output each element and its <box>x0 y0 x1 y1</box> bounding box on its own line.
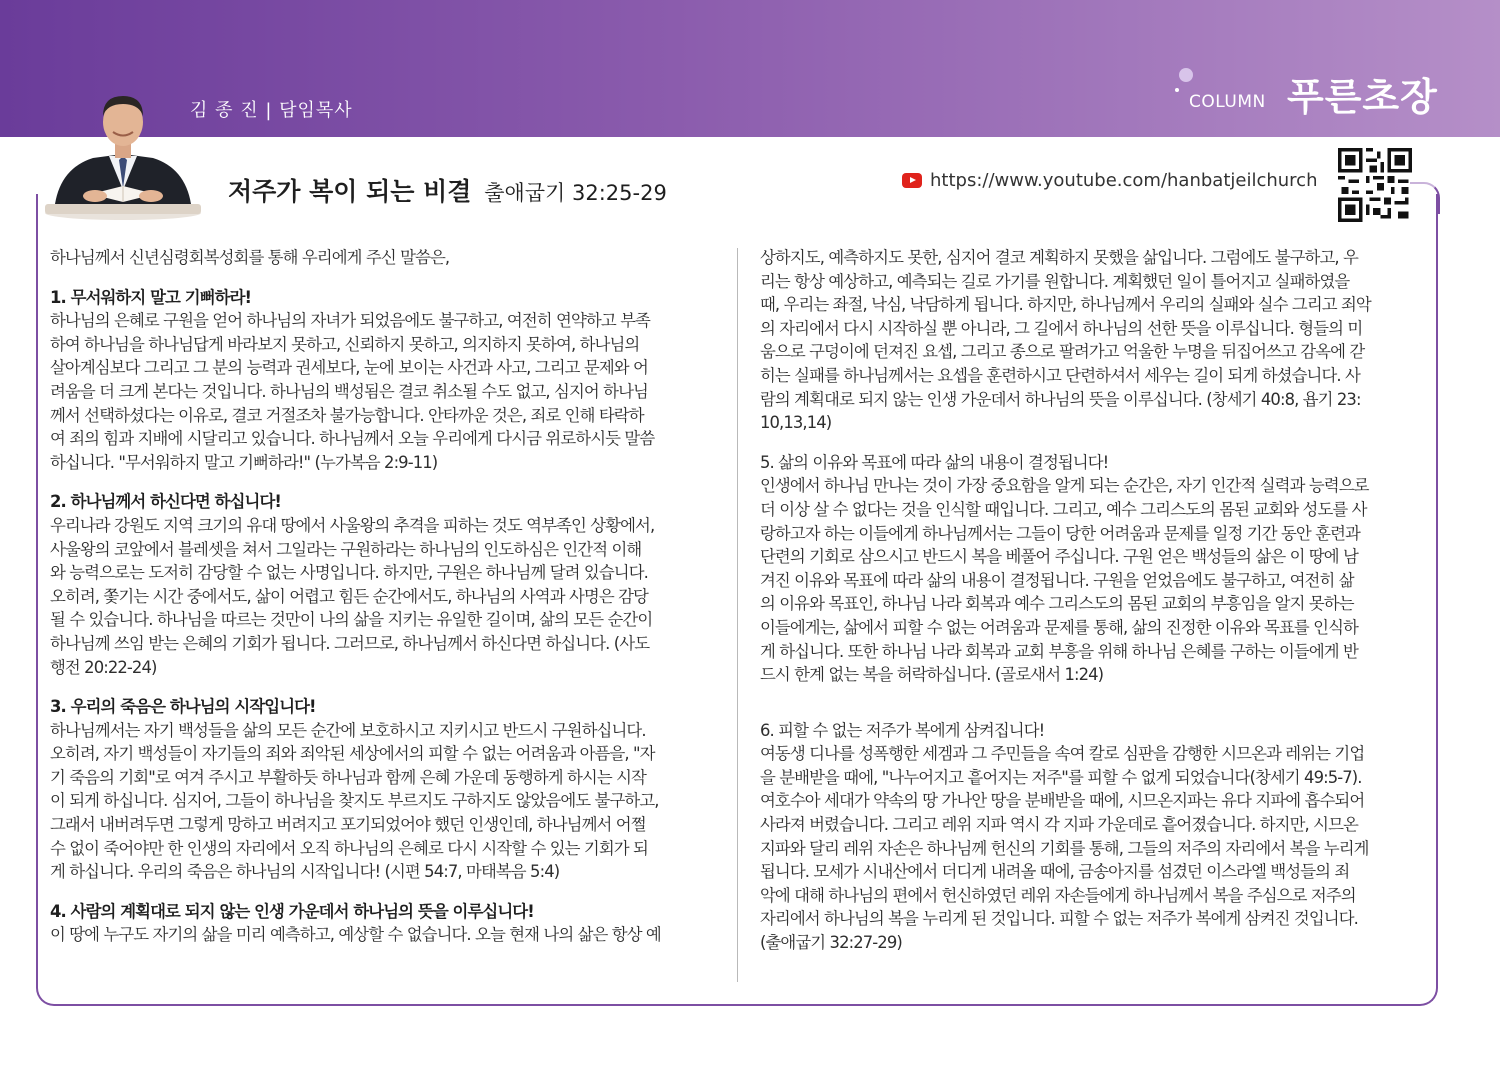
body-text: 의 자리에서 다시 시작하실 뿐 아니라, 그 길에서 하나님의 선한 뜻을 이루십니다. 형들의 미 <box>760 318 1363 338</box>
section-heading: 4. 사람의 계획대로 되지 않는 인생 가운데서 하나님의 뜻을 이루십니다! <box>50 901 534 921</box>
body-text: 오히려, 자기 백성들이 자기들의 죄와 죄악된 세상에서의 피할 수 없는 어려움과 아픔을, "자 <box>50 744 655 764</box>
body-text: 사울왕의 코앞에서 블레셋을 쳐서 그일라는 구원하라는 하나님의 인도하심은 인간적 이해 <box>50 539 642 559</box>
body-text: 자리에서 하나님의 복을 누리게 된 것입니다. 피할 수 없는 저주가 복에게 삼켜진 것입니다. <box>760 909 1358 929</box>
body-text: 여동생 디나를 성폭행한 세겜과 그 주민들을 속여 칼로 심판을 감행한 시므온과 레위는 기업 <box>760 744 1365 764</box>
section-heading: 3. 우리의 죽음은 하나님의 시작입니다! <box>50 697 316 717</box>
decorative-dot-icon <box>1179 68 1193 82</box>
body-text: 여호수아 세대가 약속의 땅 가나안 땅을 분배받을 때에, 시므온지파는 유다 지파에 흡수되어 <box>760 791 1365 811</box>
body-text: 상하지도, 예측하지도 못한, 심지어 결코 계획하지 못했을 삶입니다. 그럼에도 불구하고, 우 <box>760 248 1358 267</box>
body-text: 의 이유와 목표인, 하나님 나라 회복과 예수 그리스도의 몸된 교회의 부흥임을 알지 못하는 <box>760 594 1354 614</box>
body-text: 겨진 이유와 목표에 따라 삶의 내용이 결정됩니다. 구원을 얻었음에도 불구하고, 여전히 삶 <box>760 570 1354 590</box>
body-text: 행전 20:22-24) <box>50 657 157 677</box>
author-label: 김 종 진 | 담임목사 <box>190 100 353 121</box>
paragraph-gap <box>760 435 1424 451</box>
body-text: 드시 한계 없는 복을 허락하십니다. (골로새서 1:24) <box>760 665 1104 685</box>
body-text: 악에 대해 하나님의 편에서 헌신하였던 레위 자손들에게 하나님께서 복을 주심으로 저주의 <box>760 885 1356 905</box>
paragraph-gap <box>760 703 1424 719</box>
title-text: 저주가 복이 되는 비결 <box>228 177 472 206</box>
paragraph-gap <box>760 687 1424 703</box>
body-text: 때, 우리는 좌절, 낙심, 낙담하게 됩니다. 하지만, 하나님께서 우리의 실패와 실수 그리고 죄악 <box>760 295 1371 315</box>
body-text: 움으로 구덩이에 던져진 요셉, 그리고 종으로 팔려가고 억울한 누명을 뒤집어쓰고 감옥에 갇 <box>760 342 1365 362</box>
body-text: 될 수 있습니다. 하나님을 따르는 것만이 나의 삶을 지키는 유일한 길이며, 삶의 모든 순간이 <box>50 610 653 630</box>
body-text: 이들에게는, 삶에서 피할 수 없는 어려움과 문제를 통해, 삶의 진정한 이유와 목표를 인식하 <box>760 617 1358 637</box>
body-text: 여 죄의 힘과 지배에 시달리고 있습니다. 하나님께서 오늘 우리에게 다시금 위로하시듯 말씀 <box>50 429 655 449</box>
body-text: 게 하십니다. 또한 하나님 나라 회복과 교회 부흥을 위해 하나님 은혜를 구하는 이들에게 반 <box>760 641 1358 661</box>
column-divider <box>737 248 738 982</box>
body-text: 하여 하나님을 하나님답게 바라보지 못하고, 신뢰하지 못하고, 의지하지 못하여, 하나님의 <box>50 334 640 354</box>
column-name: 푸른초장 <box>1287 75 1438 119</box>
body-text: (출애굽기 32:27-29) <box>760 933 902 953</box>
frame-corner <box>1410 182 1440 214</box>
body-text: 더 이상 살 수 없다는 것을 인식할 때입니다. 그리고, 예수 그리스도의 몸된 교회와 성도를 사 <box>760 499 1367 519</box>
youtube-url[interactable]: https://www.youtube.com/hanbatjeilchurch <box>930 170 1318 191</box>
body-text: 랑하고자 하는 이들에게 하나님께서는 그들이 당한 어려움과 문제를 일정 기간 동안 훈련과 <box>760 523 1360 543</box>
body-text: 하나님의 은혜로 구원을 얻어 하나님의 자녀가 되었음에도 불구하고, 여전히 연약하고 부족 <box>50 311 650 331</box>
body-text: 지파와 달리 레위 자손은 하나님께 헌신의 기회를 통해, 그들의 저주의 자리에서 복을 누리게 <box>760 838 1369 858</box>
body-text: 께서 선택하셨다는 이유로, 결코 거절조차 불가능합니다. 안타까운 것은, 죄로 인해 타락하 <box>50 405 644 425</box>
body-text: 됩니다. 모세가 시내산에서 더디게 내려올 때에, 금송아지를 섬겼던 이스라엘 백성들의 죄 <box>760 862 1350 882</box>
body-text: 하나님께서는 자기 백성들을 삶의 모든 순간에 보호하시고 지키시고 반드시 구원하십니다. <box>50 720 646 740</box>
body-text: 와 능력으로는 도저히 감당할 수 없는 사명입니다. 하지만, 구원은 하나님께 달려 있습니다. <box>50 563 648 583</box>
body-text: 리는 항상 예상하고, 예측되는 길로 가기를 원합니다. 계획했던 일이 틀어지고 실패하였을 <box>760 271 1350 291</box>
body-text: 히는 실패를 하나님께서는 요셉을 훈련하시고 단련하셔서 세우는 길이 되게 하셨습니다. 사 <box>760 365 1360 385</box>
youtube-icon <box>902 173 922 188</box>
section-heading: 6. 피할 수 없는 저주가 복에게 삼켜집니다! <box>760 720 1045 740</box>
body-text: 이 땅에 누구도 자기의 삶을 미리 예측하고, 예상할 수 없습니다. 오늘 현재 나의 삶은 항상 예 <box>50 925 661 945</box>
body-text: 사라져 버렸습니다. 그리고 레위 지파 역시 각 지파 가운데로 흩어졌습니다. 하지만, 시므온 <box>760 815 1358 835</box>
body-text: 우리나라 강원도 지역 크기의 유대 땅에서 사울왕의 추격을 피하는 것도 역부족인 상황에서, <box>50 515 655 535</box>
body-text: 을 분배받을 때에, "나누어지고 흩어지는 저주"를 피할 수 없게 되었습니다(창세기 49:5-7). <box>760 767 1362 787</box>
section-heading: 1. 무서워하지 말고 기뻐하라! <box>50 287 252 307</box>
body-text: 그래서 내버려두면 그렇게 망하고 버려지고 포기되었어야 했던 인생인데, 하나님께서 어쩔 <box>50 815 646 835</box>
body-text: 하십니다. "무서워하지 말고 기뻐하라!" (누가복음 2:9-11) <box>50 452 438 472</box>
body-text: 오히려, 쫓기는 시간 중에서도, 삶이 어렵고 힘든 순간에서도, 하나님의 사역과 사명은 감당 <box>50 586 648 606</box>
youtube-link[interactable] <box>902 170 1317 191</box>
body-text: 이 되게 하십니다. 심지어, 그들이 하나님을 찾지도 부르지도 구하지도 않았음에도 불구하고, <box>50 791 659 811</box>
paragraph-gap <box>50 679 718 695</box>
scripture-reference: 출애굽기 32:25-29 <box>484 181 667 205</box>
paragraph-gap <box>50 884 718 900</box>
body-text: 인생에서 하나님 만나는 것이 가장 중요함을 알게 되는 순간은, 자기 인간적 실력과 능력으로 <box>760 476 1369 496</box>
paragraph-gap <box>50 270 718 286</box>
left-column <box>50 246 718 947</box>
column-label: COLUMN <box>1189 92 1266 112</box>
body-text: 단련의 기회로 삼으시고 반드시 복을 베풀어 주십니다. 구원 얻은 백성들의 삶은 이 땅에 남 <box>760 547 1358 567</box>
body-text: 려움을 더 크게 본다는 것입니다. 하나님의 백성됨은 결코 취소될 수도 없고, 심지어 하나님 <box>50 381 648 401</box>
section-heading: 5. 삶의 이유와 목표에 따라 삶의 내용이 결정됩니다! <box>760 452 1109 472</box>
body-text: 수 없이 죽어야만 한 인생의 자리에서 오직 하나님의 은혜로 다시 시작할 수 있는 기회가 되 <box>50 838 648 858</box>
body-text: 람의 계획대로 되지 않는 인생 가운데서 하나님의 뜻을 이루십니다. (창세기 40:8, 욥기 23: <box>760 389 1361 409</box>
decorative-small-dot-icon <box>1175 88 1179 92</box>
right-column <box>760 246 1424 955</box>
paragraph-gap <box>50 474 718 490</box>
body-text: 살아계심보다 그리고 그 분의 능력과 권세보다, 눈에 보이는 사건과 사고, 그리고 문제와 어 <box>50 358 648 378</box>
section-heading: 2. 하나님께서 하신다면 하십니다! <box>50 492 281 512</box>
body-text: 하나님께 쓰임 받는 은혜의 기회가 됩니다. 그러므로, 하나님께서 하신다면 하십니다. (사도 <box>50 633 650 653</box>
body-text: 게 하십니다. 우리의 죽음은 하나님의 시작입니다! (시편 54:7, 마태복음 5:4) <box>50 862 560 882</box>
body-text: 하나님께서 신년심령회복성회를 통해 우리에게 주신 말씀은, <box>50 248 450 267</box>
body-text: 10,13,14) <box>760 413 832 433</box>
body-text: 기 죽음의 기회"로 여겨 주시고 부활하듯 하나님과 함께 은혜 가운데 동행하게 하시는 시작 <box>50 767 646 787</box>
